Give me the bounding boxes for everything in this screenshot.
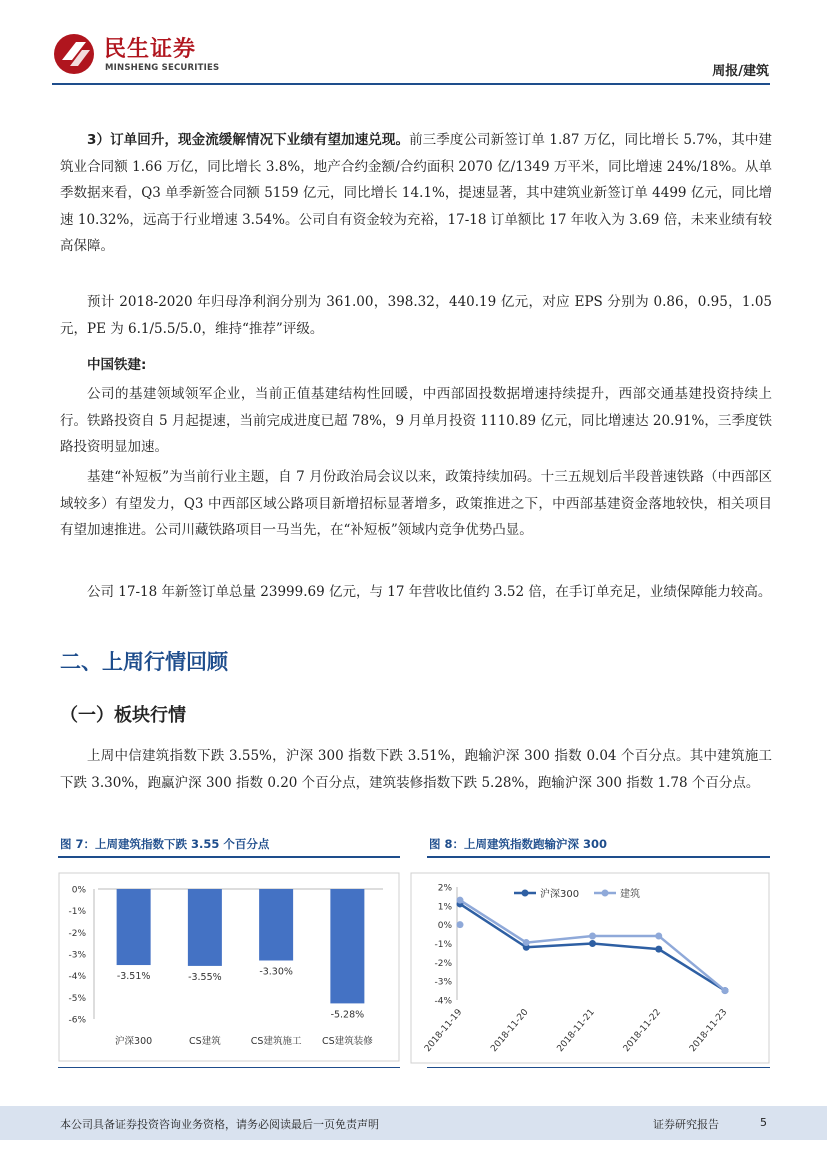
section-heading: 二、上周行情回顾 — [60, 650, 228, 674]
company-subheading: 中国铁建: — [87, 357, 147, 373]
page-number: 5 — [760, 1116, 767, 1129]
x-date-label: 2018-11-23 — [688, 1007, 730, 1055]
series-2-point — [523, 939, 530, 946]
series-2-point — [655, 932, 662, 939]
y-tick-label: 1% — [437, 902, 452, 913]
y-tick-label: -6% — [68, 1015, 86, 1026]
page-footer — [0, 1106, 827, 1140]
x-category-label: 沪深300 — [115, 1036, 153, 1047]
paragraph-orders — [60, 127, 772, 260]
bar-3 — [259, 889, 293, 961]
bar-data-label: -3.55% — [188, 971, 222, 983]
x-date-label: 2018-11-19 — [423, 1007, 465, 1055]
series-2-point — [722, 987, 729, 994]
bar-1 — [117, 889, 151, 965]
paragraph-orders-text: 前三季度公司新签订单 1.87 万亿，同比增长 5.7%，其中建筑业合同额 1.66 万亿，同比增长 3.8%，地产合约金额/合约面积 2070 亿/1349 万平米，同比增速 24%/18%。从单季数据来看，Q3 单季新签合同额 5159 亿元，同比增长 14.1%，提速显著，其中建筑业新签订单 4499 亿元，同比增速 10.32%，远高于行业增速 3.54%。公司自有资金较为充裕，17-18 订单额比 17 年收入为 3.69 倍，未来业绩有较高保障。 — [60, 132, 772, 254]
report-type: 周报/建筑 — [712, 64, 769, 79]
legend-swatch-marker — [602, 890, 609, 897]
figure-7-top-rule — [58, 856, 400, 858]
y-tick-label: -1% — [68, 907, 86, 918]
y-tick-label: -4% — [434, 996, 452, 1007]
y-tick-label: 0% — [437, 921, 452, 932]
x-date-label: 2018-11-21 — [555, 1007, 597, 1055]
y-tick-label: -2% — [434, 958, 452, 969]
footer-disclaimer: 本公司具备证券投资咨询业务资格，请务必阅读最后一页免责声明 — [60, 1118, 379, 1131]
series-1-point — [655, 946, 662, 953]
figure-8-bottom-rule — [427, 1067, 770, 1068]
x-date-label: 2018-11-20 — [489, 1007, 531, 1055]
x-category-label: CS建筑施工 — [250, 1036, 302, 1047]
figure-7-title: 图 7：上周建筑指数下跌 3.55 个百分点 — [60, 837, 270, 851]
paragraph-infra-policy: 基建“补短板”为当前行业主题，自 7 月份政治局会议以来，政策持续加码。十三五规划后半段普速铁路（中西部区域较多）有望发力，Q3 中西部区域公路项目新增招标显著增多，政策推进之下，中西部基建资金落地较快，相关项目有望加速推进。公司川藏铁路项目一马当先，在“补短板”领域内竞争优势凸显。 — [60, 469, 772, 538]
x-date-label: 2018-11-22 — [621, 1007, 664, 1055]
series-line-1 — [460, 904, 725, 991]
figure-7-bottom-rule — [58, 1067, 400, 1068]
series-1-point — [589, 940, 596, 947]
y-tick-label: -5% — [68, 993, 86, 1004]
logo-english-name: MINSHENG SECURITIES — [105, 63, 220, 73]
figure-8-top-rule — [427, 856, 770, 858]
y-tick-label: -4% — [68, 972, 86, 983]
bar-4 — [330, 889, 364, 1003]
bar-data-label: -5.28% — [330, 1009, 365, 1021]
page-header — [0, 0, 827, 90]
series-2-point — [589, 932, 596, 939]
y-tick-label: -3% — [68, 950, 86, 961]
legend-swatch-marker — [522, 890, 529, 897]
figure-7-bar-chart — [58, 872, 400, 1062]
legend-label: 沪深300 — [540, 889, 580, 900]
minsheng-logo-icon — [52, 30, 100, 78]
x-category-label: CS建筑装修 — [322, 1036, 373, 1047]
paragraph-orders-total: 公司 17-18 年新签订单总量 23999.69 亿元，与 17 年营收比值约 3.52 倍，在手订单充足，业绩保障能力较高。 — [87, 584, 772, 600]
x-category-label: CS建筑 — [189, 1036, 221, 1047]
chart-frame — [411, 873, 769, 1063]
series-2-point — [457, 897, 464, 904]
y-tick-label: -3% — [434, 977, 452, 988]
series-2-extra-point — [457, 921, 464, 928]
company-logo — [52, 30, 232, 80]
bar-data-label: -3.30% — [259, 966, 293, 978]
figure-8-line-chart — [410, 872, 770, 1064]
legend-label: 建筑 — [620, 889, 640, 900]
bar-data-label: -3.51% — [116, 971, 151, 983]
y-tick-label: 0% — [71, 885, 86, 896]
paragraph-forecast: 预计 2018-2020 年归母净利润分别为 361.00，398.32，440.19 亿元，对应 EPS 分别为 0.86，0.95，1.05 元，PE 为 6.1/5.5/5.0，维持“推荐”评级。 — [60, 294, 772, 337]
header-divider — [52, 83, 770, 85]
logo-chinese-name: 民生证券 — [104, 37, 197, 62]
paragraph-market-review: 上周中信建筑指数下跌 3.55%，沪深 300 指数下跌 3.51%，跑输沪深 300 指数 0.04 个百分点。其中建筑施工下跌 3.30%，跑赢沪深 300 指数 0.20 个百分点，建筑装修指数下跌 5.28%，跑输沪深 300 指数 1.78 个百分点。 — [60, 748, 772, 791]
footer-report-label: 证券研究报告 — [653, 1118, 719, 1131]
y-tick-label: -1% — [434, 940, 452, 950]
y-tick-label: 2% — [437, 883, 452, 894]
bar-2 — [188, 889, 222, 966]
paragraph-crcc-intro: 公司的基建领域领军企业，当前正值基建结构性回暖，中西部固投数据增速持续提升，西部交通基建投资持续上行。铁路投资自 5 月起提速，当前完成进度已超 78%，9 月单月投资 1110.89 亿元，同比增速达 20.91%，三季度铁路投资明显加速。 — [60, 386, 772, 455]
y-tick-label: -2% — [68, 928, 86, 939]
subsection-heading: （一）板块行情 — [60, 705, 186, 726]
paragraph-orders-highlight: 3）订单回升，现金流缓解情况下业绩有望加速兑现。 — [87, 132, 410, 148]
figure-8-title: 图 8：上周建筑指数跑输沪深 300 — [429, 837, 608, 851]
